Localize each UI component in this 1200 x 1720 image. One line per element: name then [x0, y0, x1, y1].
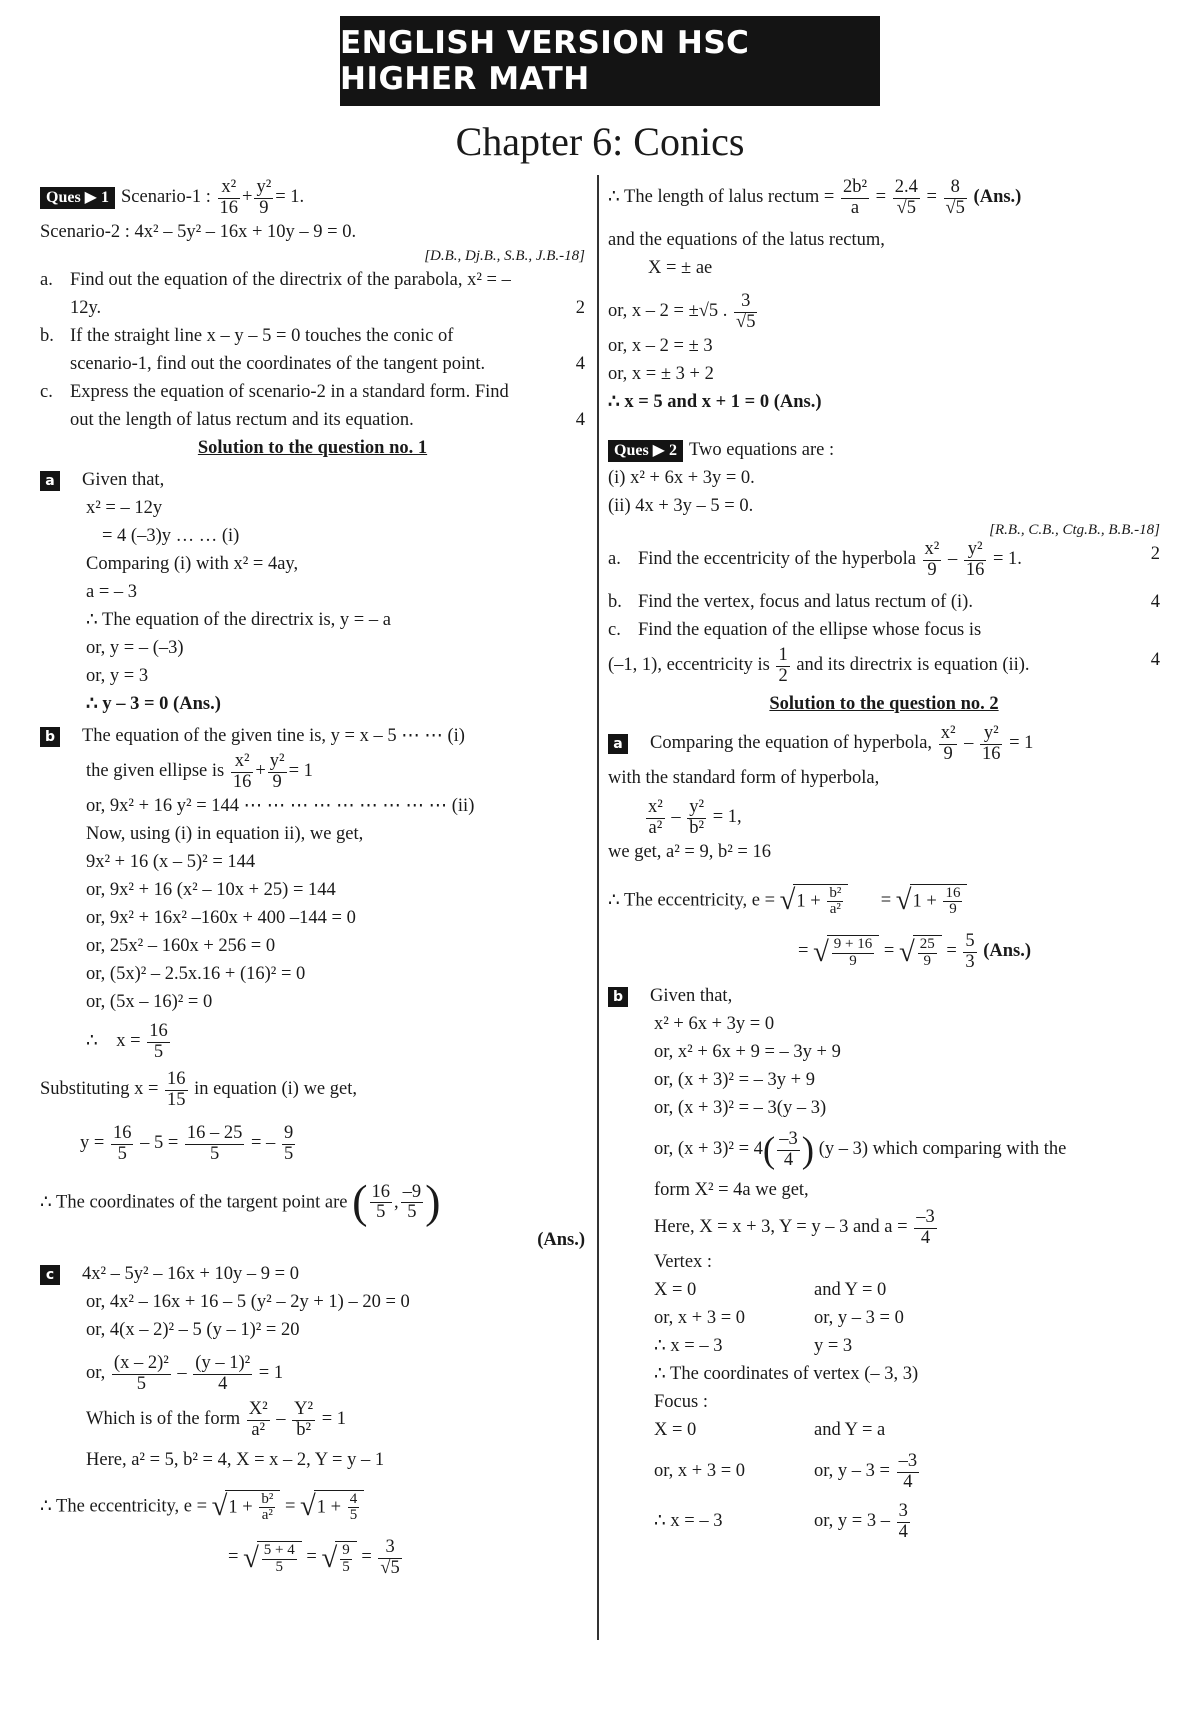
part-badge: c: [40, 1265, 60, 1285]
left-column: [40, 177, 585, 1578]
part-label: a.: [40, 270, 53, 290]
vertex-row: [608, 1304, 1160, 1332]
sol2-ecc: ∴ The eccentricity, e = √1 + $\frac{\text{b²}}{\text{a²}}$ = √1 + $\frac{16}{9}$: [608, 866, 1160, 918]
fraction: $\frac{-3}{4}$: [898, 1451, 918, 1492]
solution-line: The equation of the given tine is, y = x – 5 ⋯ ⋯ (i): [82, 726, 465, 746]
fraction: $\frac{16 - 25}{5}$: [186, 1123, 243, 1164]
question-text: Two equations are :: [688, 440, 835, 460]
banner-text: ENGLISH VERSION HSC HIGHER MATH: [340, 25, 750, 97]
sol2-a-line: a Comparing the equation of hyperbola, $\frac{\text{x²}}{9}$ – $\frac{\text{y²}}{16}$ = 1: [608, 718, 1160, 764]
latus-or2: or, x – 2 = ± 3: [608, 336, 713, 356]
fraction: $\frac{9}{5}$: [283, 1123, 294, 1164]
part-text: out the length of latus rectum and its equation.: [70, 410, 414, 430]
fraction: $\frac{8}{√5}$: [945, 177, 965, 218]
fraction: $\frac{-3}{4}$: [916, 1207, 935, 1248]
focus-x: X = 0: [654, 1420, 697, 1440]
solution-line: ∴ The eccentricity, e =: [40, 1496, 208, 1516]
part-badge: b: [608, 987, 628, 1007]
vertex-y: and Y = 0: [814, 1280, 887, 1300]
solution-line: 4x² – 5y² – 16x + 10y – 9 = 0: [82, 1264, 299, 1284]
fraction: $\frac{\text{x²}}{16}$: [219, 177, 239, 218]
scenario2: Scenario-2 : 4x² – 5y² – 16x + 10y – 9 = 0.: [40, 222, 357, 242]
fraction: $\frac{\text{Y²}}{\text{b²}}$: [294, 1399, 314, 1440]
fraction: $\frac{16}{15}$: [167, 1069, 186, 1110]
latus-intro: and the equations of the latus rectum,: [608, 230, 885, 250]
solution-line: the given ellipse is: [86, 761, 225, 782]
part-label: c.: [608, 620, 621, 640]
q2-part-c: [608, 616, 1160, 644]
part-text: (–1, 1), eccentricity is: [608, 655, 770, 676]
vertex-x: X = 0: [654, 1280, 697, 1300]
board-source: [D.B., Dj.B., S.B., J.B.-18]: [424, 248, 585, 264]
scenario1-label: Scenario-1 :: [120, 187, 211, 208]
fraction: $\frac{\text{(y – 1)²}}{4}$: [195, 1353, 251, 1394]
latus-or3: or, x = ± 3 + 2: [608, 364, 714, 384]
sol1-b-line: or, 25x² – 160x + 256 = 0: [86, 936, 276, 956]
sol2-a-line: with the standard form of hyperbola,: [608, 768, 880, 788]
part-text: Express the equation of scenario-2 in a standard form. Find: [70, 382, 509, 402]
marks: 4: [575, 354, 585, 374]
standard-form-line: or, $\frac{\text{(x – 2)²}}{5}$ – $\frac{\text{(y – 1)²}}{4}$ = 1: [86, 1353, 284, 1394]
fraction: $\frac{\text{y²}}{16}$: [981, 723, 1001, 764]
vertex-x: ∴ x = – 3: [654, 1336, 723, 1356]
q2-part-a: a. Find the eccentricity of the hyperbola $\frac{\text{x²}}{9}$ – $\frac{\text{y²}}{16}$ = 1. 2: [608, 539, 1160, 580]
right-column: [608, 177, 1160, 1542]
y-solution: y = $\frac{16}{5}$ – 5 = $\frac{16 - 25}{5}$ = – $\frac{9}{5}$: [80, 1123, 294, 1164]
sol1-a-line: ∴ y – 3 = 0 (Ans.): [86, 694, 221, 714]
latus-length-line: ∴ The length of lalus rectum = $\frac{\text{2b²}}{a}$ = $\frac{2.4}{√5}$ = $\frac{8}{√5}$ (Ans.): [608, 177, 1022, 218]
chapter-title: Chapter 6: Conics: [455, 119, 745, 164]
q1-part-b-cont: [40, 350, 585, 378]
ans-label: (Ans.): [973, 187, 1022, 208]
fraction: $\frac{16}{9}$: [945, 884, 961, 918]
solution-line: Comparing the equation of hyperbola,: [650, 733, 933, 754]
sol2-b-here: [608, 1204, 1160, 1248]
latus-or1: [608, 282, 1160, 332]
sol1-a-line: Comparing (i) with x² = 4ay,: [86, 554, 299, 574]
focus-x: ∴ x = – 3: [654, 1511, 723, 1532]
fraction: $\frac{\text{x²}}{\text{a²}}$: [648, 797, 663, 838]
vertex-label: Vertex :: [654, 1252, 713, 1272]
marks: 2: [1150, 544, 1160, 565]
fraction: $\frac{\text{2b²}}{a}$: [842, 177, 868, 218]
sol1-b-line: 9x² + 16 (x – 5)² = 144: [86, 852, 256, 872]
fraction: $\frac{\text{(x – 2)²}}{5}$: [113, 1353, 169, 1394]
focus-y: and Y = a: [814, 1420, 886, 1440]
solution-line: or, x – 2 = ±√5 .: [608, 301, 728, 322]
fraction: $\frac{\text{x²}}{9}$: [924, 539, 940, 580]
vertex-x: or, x + 3 = 0: [654, 1308, 746, 1328]
part-badge: a: [608, 734, 628, 754]
sol1-a-line: a = – 3: [86, 582, 138, 602]
q2-header: [608, 436, 1160, 464]
fraction: $\frac{3}{√5}$: [380, 1537, 400, 1578]
vertex-row: [608, 1276, 1160, 1304]
sol2-b-line: or, x² + 6x + 9 = – 3y + 9: [654, 1042, 841, 1062]
part-label: a.: [608, 549, 621, 570]
fraction: $\frac{9}{5}$: [342, 1541, 350, 1575]
sol2-b-line: [608, 982, 1160, 1010]
sol2-a-line: we get, a² = 9, b² = 16: [608, 842, 771, 862]
solution-line: Given that,: [82, 470, 165, 490]
sol1-b-line: [40, 722, 585, 750]
q1-part-a-cont: [40, 294, 585, 322]
fraction: $\frac{25}{9}$: [919, 935, 935, 969]
solution-title: Solution to the question no. 1: [197, 438, 428, 458]
part-badge: a: [40, 471, 60, 491]
focus-y: or, y = 3 –: [814, 1511, 890, 1532]
sol1-c-line: or, 4(x – 2)² – 5 (y – 1)² = 20: [86, 1320, 300, 1340]
ans-label: (Ans.): [983, 941, 1032, 962]
sol1-b-line: or, (5x – 16)² = 0: [86, 992, 213, 1012]
fraction: $\frac{3}{4}$: [898, 1501, 908, 1542]
fraction: $\frac{\text{y²}}{\text{b²}}$: [689, 797, 705, 838]
fraction: $\frac{-9}{5}$: [402, 1181, 422, 1223]
question-badge: Ques ▶ 2: [608, 440, 683, 462]
sol2-b-or4: or, (x + 3)² = 4( $\frac{-3}{4}$ ) (y – 3) which comparing with the: [654, 1129, 1067, 1171]
part-text: and its directrix is equation (ii).: [796, 655, 1030, 676]
sol1-a-line: [40, 466, 585, 494]
fraction: $\frac{\text{y²}}{16}$: [965, 539, 985, 580]
focus-row: [608, 1416, 1160, 1444]
fraction: $\frac{1}{2}$: [778, 645, 788, 686]
part-label: c.: [40, 382, 53, 402]
form-line: Which is of the form $\frac{\text{X²}}{\text{a²}}$ – $\frac{\text{Y²}}{\text{b²}}$ = 1: [86, 1399, 347, 1440]
sol1-a-line: ∴ The equation of the directrix is, y = – a: [86, 610, 391, 630]
solution-line: ∴ The coordinates of the targent point are: [40, 1192, 348, 1213]
q1-part-c-cont: [40, 406, 585, 434]
q2-eq1: (i) x² + 6x + 3y = 0.: [608, 468, 755, 488]
vertex-coords: ∴ The coordinates of vertex (– 3, 3): [654, 1364, 919, 1384]
part-badge: b: [40, 727, 60, 747]
vertex-y: or, y – 3 = 0: [814, 1308, 904, 1328]
sol1-b-line: or, 9x² + 16x² –160x + 400 –144 = 0: [86, 908, 356, 928]
fraction: $\frac{\text{x²}}{16}$: [232, 751, 252, 792]
solution-line: ∴ The length of lalus rectum =: [608, 187, 835, 208]
fraction: $\frac{\text{X²}}{\text{a²}}$: [248, 1399, 268, 1440]
sol2-b-line: x² + 6x + 3y = 0: [654, 1014, 775, 1034]
eccentricity-line: ∴ The eccentricity, e = √1 + $\frac{\text{b²}}{\text{a²}}$ = √1 + $\frac{4}{5}$: [40, 1474, 585, 1524]
focus-row: [608, 1492, 1160, 1542]
sol1-a-line: or, y = 3: [86, 666, 149, 686]
title-banner: [340, 16, 880, 106]
q2-eq2: (ii) 4x + 3y – 5 = 0.: [608, 496, 754, 516]
fraction: $\frac{3}{√5}$: [736, 291, 756, 332]
q1-part-c: [40, 378, 585, 406]
focus-label: Focus :: [654, 1392, 708, 1412]
solution-line: ∴ The eccentricity, e =: [608, 890, 776, 910]
part-text: Find the eccentricity of the hyperbola: [638, 549, 916, 570]
part-text: Find the vertex, focus and latus rectum of (i).: [638, 592, 973, 612]
solution-line: (y – 3) which comparing with the: [818, 1139, 1067, 1160]
solution-line: Which is of the form: [86, 1409, 241, 1430]
sol1-b-line: or, (5x)² – 2.5x.16 + (16)² = 0: [86, 964, 306, 984]
part-text: Find the equation of the ellipse whose focus is: [638, 620, 982, 640]
solution-title: Solution to the question no. 2: [769, 694, 999, 714]
focus-x: or, x + 3 = 0: [654, 1461, 746, 1482]
sol2-ecc-result: = √ $\frac{9 + 16}{9}$ = √ $\frac{25}{9}$ = $\frac{5}{3}$ (Ans.): [798, 931, 1032, 972]
x-solution: ∴ x = $\frac{16}{5}$: [86, 1021, 168, 1062]
board-source: [R.B., C.B., Ctg.B., B.B.-18]: [989, 522, 1160, 538]
part-text: scenario-1, find out the coordinates of the tangent point.: [70, 354, 486, 374]
solution-line: Given that,: [650, 986, 733, 1006]
standard-hyperbola: $\frac{\text{x²}}{\text{a²}}$ – $\frac{\text{y²}}{\text{b²}}$ = 1,: [648, 797, 742, 838]
part-label: b.: [40, 326, 54, 346]
sol1-b-line: or, 9x² + 16 y² = 144 ⋯ ⋯ ⋯ ⋯ ⋯ ⋯ ⋯ ⋯ ⋯ (ii): [86, 796, 475, 816]
vertex-y: y = 3: [814, 1336, 853, 1356]
solution-line: or, (x + 3)² = 4: [654, 1139, 763, 1160]
q2-part-c-cont: [608, 644, 1160, 686]
marks: 2: [575, 298, 585, 318]
fraction: $\frac{\text{y²}}{9}$: [256, 177, 272, 218]
fraction: $\frac{-3}{4}$: [779, 1129, 798, 1170]
ellipse-line: the given ellipse is $\frac{\text{x²}}{16}$ + $\frac{\text{y²}}{9}$ = 1: [86, 751, 313, 792]
eccentricity-result: = √ $\frac{5 + 4}{5}$ = √ $\frac{9}{5}$ = $\frac{3}{√5}$: [228, 1537, 400, 1578]
latus-final: ∴ x = 5 and x + 1 = 0 (Ans.): [608, 392, 822, 412]
fraction: $\frac{\text{b²}}{\text{a²}}$: [261, 1490, 274, 1524]
ans-label: (Ans.): [537, 1230, 585, 1250]
sol1-c-line: [40, 1260, 585, 1288]
fraction: $\frac{5}{3}$: [965, 931, 975, 972]
q2-part-b: [608, 588, 1160, 616]
solution-line: Substituting: [40, 1079, 130, 1100]
part-label: b.: [608, 592, 622, 612]
fraction: $\frac{9 + 16}{9}$: [833, 935, 873, 969]
here-line: Here, a² = 5, b² = 4, X = x – 2, Y = y – 1: [86, 1450, 385, 1470]
part-text: If the straight line x – y – 5 = 0 touches the conic of: [70, 326, 454, 346]
sol1-c-line: or, 4x² – 16x + 16 – 5 (y² – 2y + 1) – 20 = 0: [86, 1292, 410, 1312]
marks: 4: [575, 410, 585, 430]
sol1-b-line: Now, using (i) in equation ii), we get,: [86, 824, 364, 844]
fraction: $\frac{16}{5}$: [371, 1181, 391, 1223]
q1-header: Ques ▶ 1 Scenario-1 : $\frac{\text{x²}}{16}$ + $\frac{\text{y²}}{9}$ = 1.: [40, 182, 585, 218]
fraction: $\frac{5 + 4}{5}$: [263, 1541, 295, 1575]
question-badge: Ques ▶ 1: [40, 187, 115, 209]
q1-part-b: [40, 322, 585, 350]
substitution-line: Substituting x = $\frac{16}{15}$ in equation (i) we get,: [40, 1069, 357, 1110]
part-text: Find out the equation of the directrix of the parabola, x² = –: [70, 270, 511, 290]
q1-part-a: [40, 266, 585, 294]
latus-eq: X = ± ae: [648, 258, 713, 278]
sol2-b-line: or, (x + 3)² = – 3(y – 3): [654, 1098, 827, 1118]
tangent-point-line: ∴ The coordinates of the targent point are ( $\frac{16}{5}$ , $\frac{-9}{5}$ ): [40, 1176, 441, 1228]
marks: 4: [1150, 650, 1160, 671]
fraction: $\frac{\text{x²}}{9}$: [940, 723, 956, 764]
solution-line: Here, X = x + 3, Y = y – 3 and a =: [654, 1217, 908, 1238]
sol2-b-line: or, (x + 3)² = – 3y + 9: [654, 1070, 815, 1090]
fraction: $\frac{2.4}{√5}$: [894, 177, 918, 218]
solution-line: in equation (i) we get,: [194, 1079, 357, 1100]
fraction: $\frac{16}{5}$: [112, 1123, 132, 1164]
fraction: $\frac{\text{b²}}{\text{a²}}$: [829, 884, 842, 918]
sol1-b-line: or, 9x² + 16 (x² – 10x + 25) = 144: [86, 880, 336, 900]
focus-row: [608, 1444, 1160, 1492]
sol1-a-line: x² = – 12y: [86, 498, 163, 518]
sol1-a-line: = 4 (–3)y … … (i): [102, 526, 240, 546]
fraction: $\frac{4}{5}$: [349, 1490, 358, 1524]
marks: 4: [1150, 592, 1160, 612]
fraction: $\frac{\text{y²}}{9}$: [269, 751, 285, 792]
sol2-b-line: form X² = 4a we get,: [654, 1180, 809, 1200]
fraction: $\frac{16}{5}$: [149, 1021, 168, 1062]
part-text: 12y.: [70, 298, 102, 318]
sol1-a-line: or, y = – (–3): [86, 638, 184, 658]
focus-y: or, y – 3 =: [814, 1461, 890, 1482]
column-divider: [597, 175, 599, 1640]
vertex-row: [608, 1332, 1160, 1360]
